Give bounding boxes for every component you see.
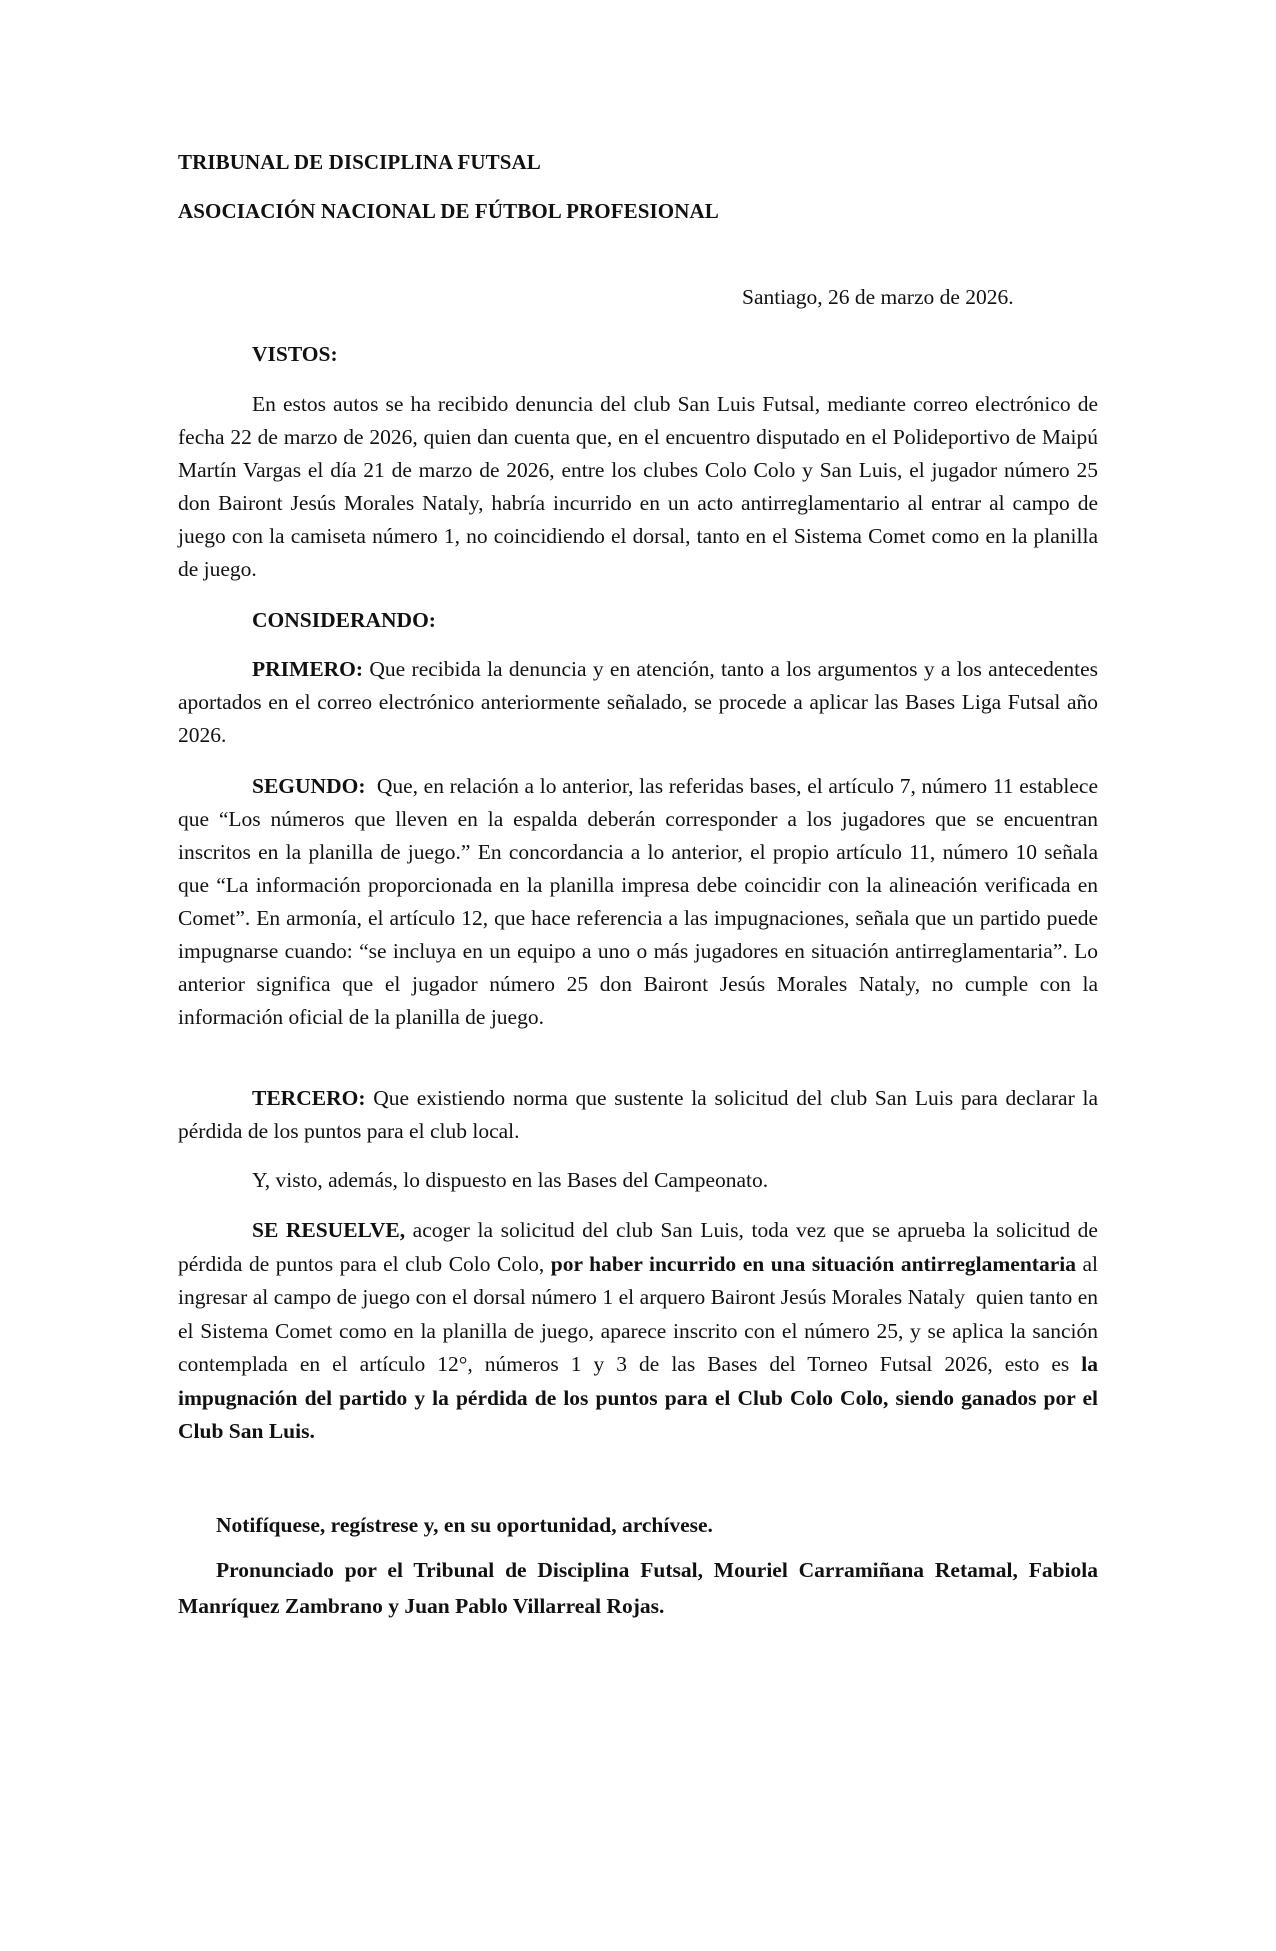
primero-paragraph [178, 653, 1098, 752]
segundo-label: SEGUNDO: [252, 774, 366, 798]
se-resuelve-text-2: al ingresar al campo de juego con el dorsal número 1 el arquero Bairont Jesús Morales Nataly quien tanto en el Sistema Comet como en la planilla de juego, aparece inscrito con el número 25, y se aplica la sanción contemplada en el artículo 12°, números 1 y 3 de las Bases del Torneo Futsal 2026, esto es [178, 1251, 1104, 1376]
tercero-label: TERCERO: [252, 1086, 366, 1110]
primero-label: PRIMERO: [252, 657, 364, 681]
notifiquese-line: Notifíquese, regístrese y, en su oportunidad, archívese. [216, 1513, 713, 1537]
se-resuelve-paragraph [178, 1214, 1104, 1449]
segundo-paragraph [178, 770, 1104, 1034]
primero-text: Que recibida la denuncia y en atención, tanto a los argumentos y a los antecedentes aportados en el correo electrónico anteriormente señalado, se procede a aplicar las Bases Liga Futsal año 2026. [178, 657, 1098, 747]
se-resuelve-label: SE RESUELVE, [252, 1218, 406, 1242]
document-date: Santiago, 26 de marzo de 2026. [742, 285, 1014, 309]
se-resuelve-bold-1: por haber incurrido en una situación antirreglamentaria [550, 1251, 1076, 1276]
considerando-heading: CONSIDERANDO: [252, 608, 436, 632]
se-resuelve-text-1: acoger la solicitud del club San Luis, toda vez que se aprueba la solicitud de pérdida de puntos para el club Colo Colo, [178, 1218, 1098, 1276]
segundo-text: Que, en relación a lo anterior, las referidas bases, el artículo 7, número 11 establece que “Los números que lleven en la espalda deberán corresponder a los jugadores que se encuentran inscritos en la planilla de juego.” En concordancia a lo anterior, el propio artículo 11, número 10 señala que “La información proporcionada en la planilla impresa debe coincidir con la alineación verificada en Comet”. En armonía, el artículo 12, que hace referencia a las impugnaciones, señala que un partido puede impugnarse cuando: “se incluya en un equipo a uno o más jugadores en situación antirreglamentaria”. Lo anterior significa que el jugador número 25 don Bairont Jesús Morales Nataly, no cumple con la información oficial de la planilla de juego. [178, 774, 1104, 1029]
tercero-paragraph [178, 1082, 1098, 1148]
tercero-text: Que existiendo norma que sustente la solicitud del club San Luis para declarar la pérdida de los puntos para el club local. [178, 1086, 1098, 1143]
pronunciado-paragraph: Pronunciado por el Tribunal de Disciplina Futsal, Mouriel Carramiñana Retamal, Fabiola Manríquez Zambrano y Juan Pablo Villarreal Rojas. [178, 1558, 1098, 1618]
visto-ademas-paragraph: Y, visto, además, lo dispuesto en las Bases del Campeonato. [252, 1168, 769, 1192]
se-resuelve-bold-2: la impugnación del partido y la pérdida de los puntos para el Club Colo Colo, siendo ganados por el Club San Luis. [178, 1352, 1098, 1443]
header-asociacion: ASOCIACIÓN NACIONAL DE FÚTBOL PROFESIONAL [178, 199, 719, 223]
vistos-heading: VISTOS: [252, 342, 338, 366]
header-tribunal: TRIBUNAL DE DISCIPLINA FUTSAL [178, 150, 541, 174]
vistos-paragraph: En estos autos se ha recibido denuncia del club San Luis Futsal, mediante correo electrónico de fecha 22 de marzo de 2026, quien dan cuenta que, en el encuentro disputado en el Polideportivo de Maipú Martín Vargas el día 21 de marzo de 2026, entre los clubes Colo Colo y San Luis, el jugador número 25 don Bairont Jesús Morales Nataly, habría incurrido en un acto antirreglamentario al entrar al campo de juego con la camiseta número 1, no coincidiendo el dorsal, tanto en el Sistema Comet como en la planilla de juego. [178, 392, 1098, 581]
